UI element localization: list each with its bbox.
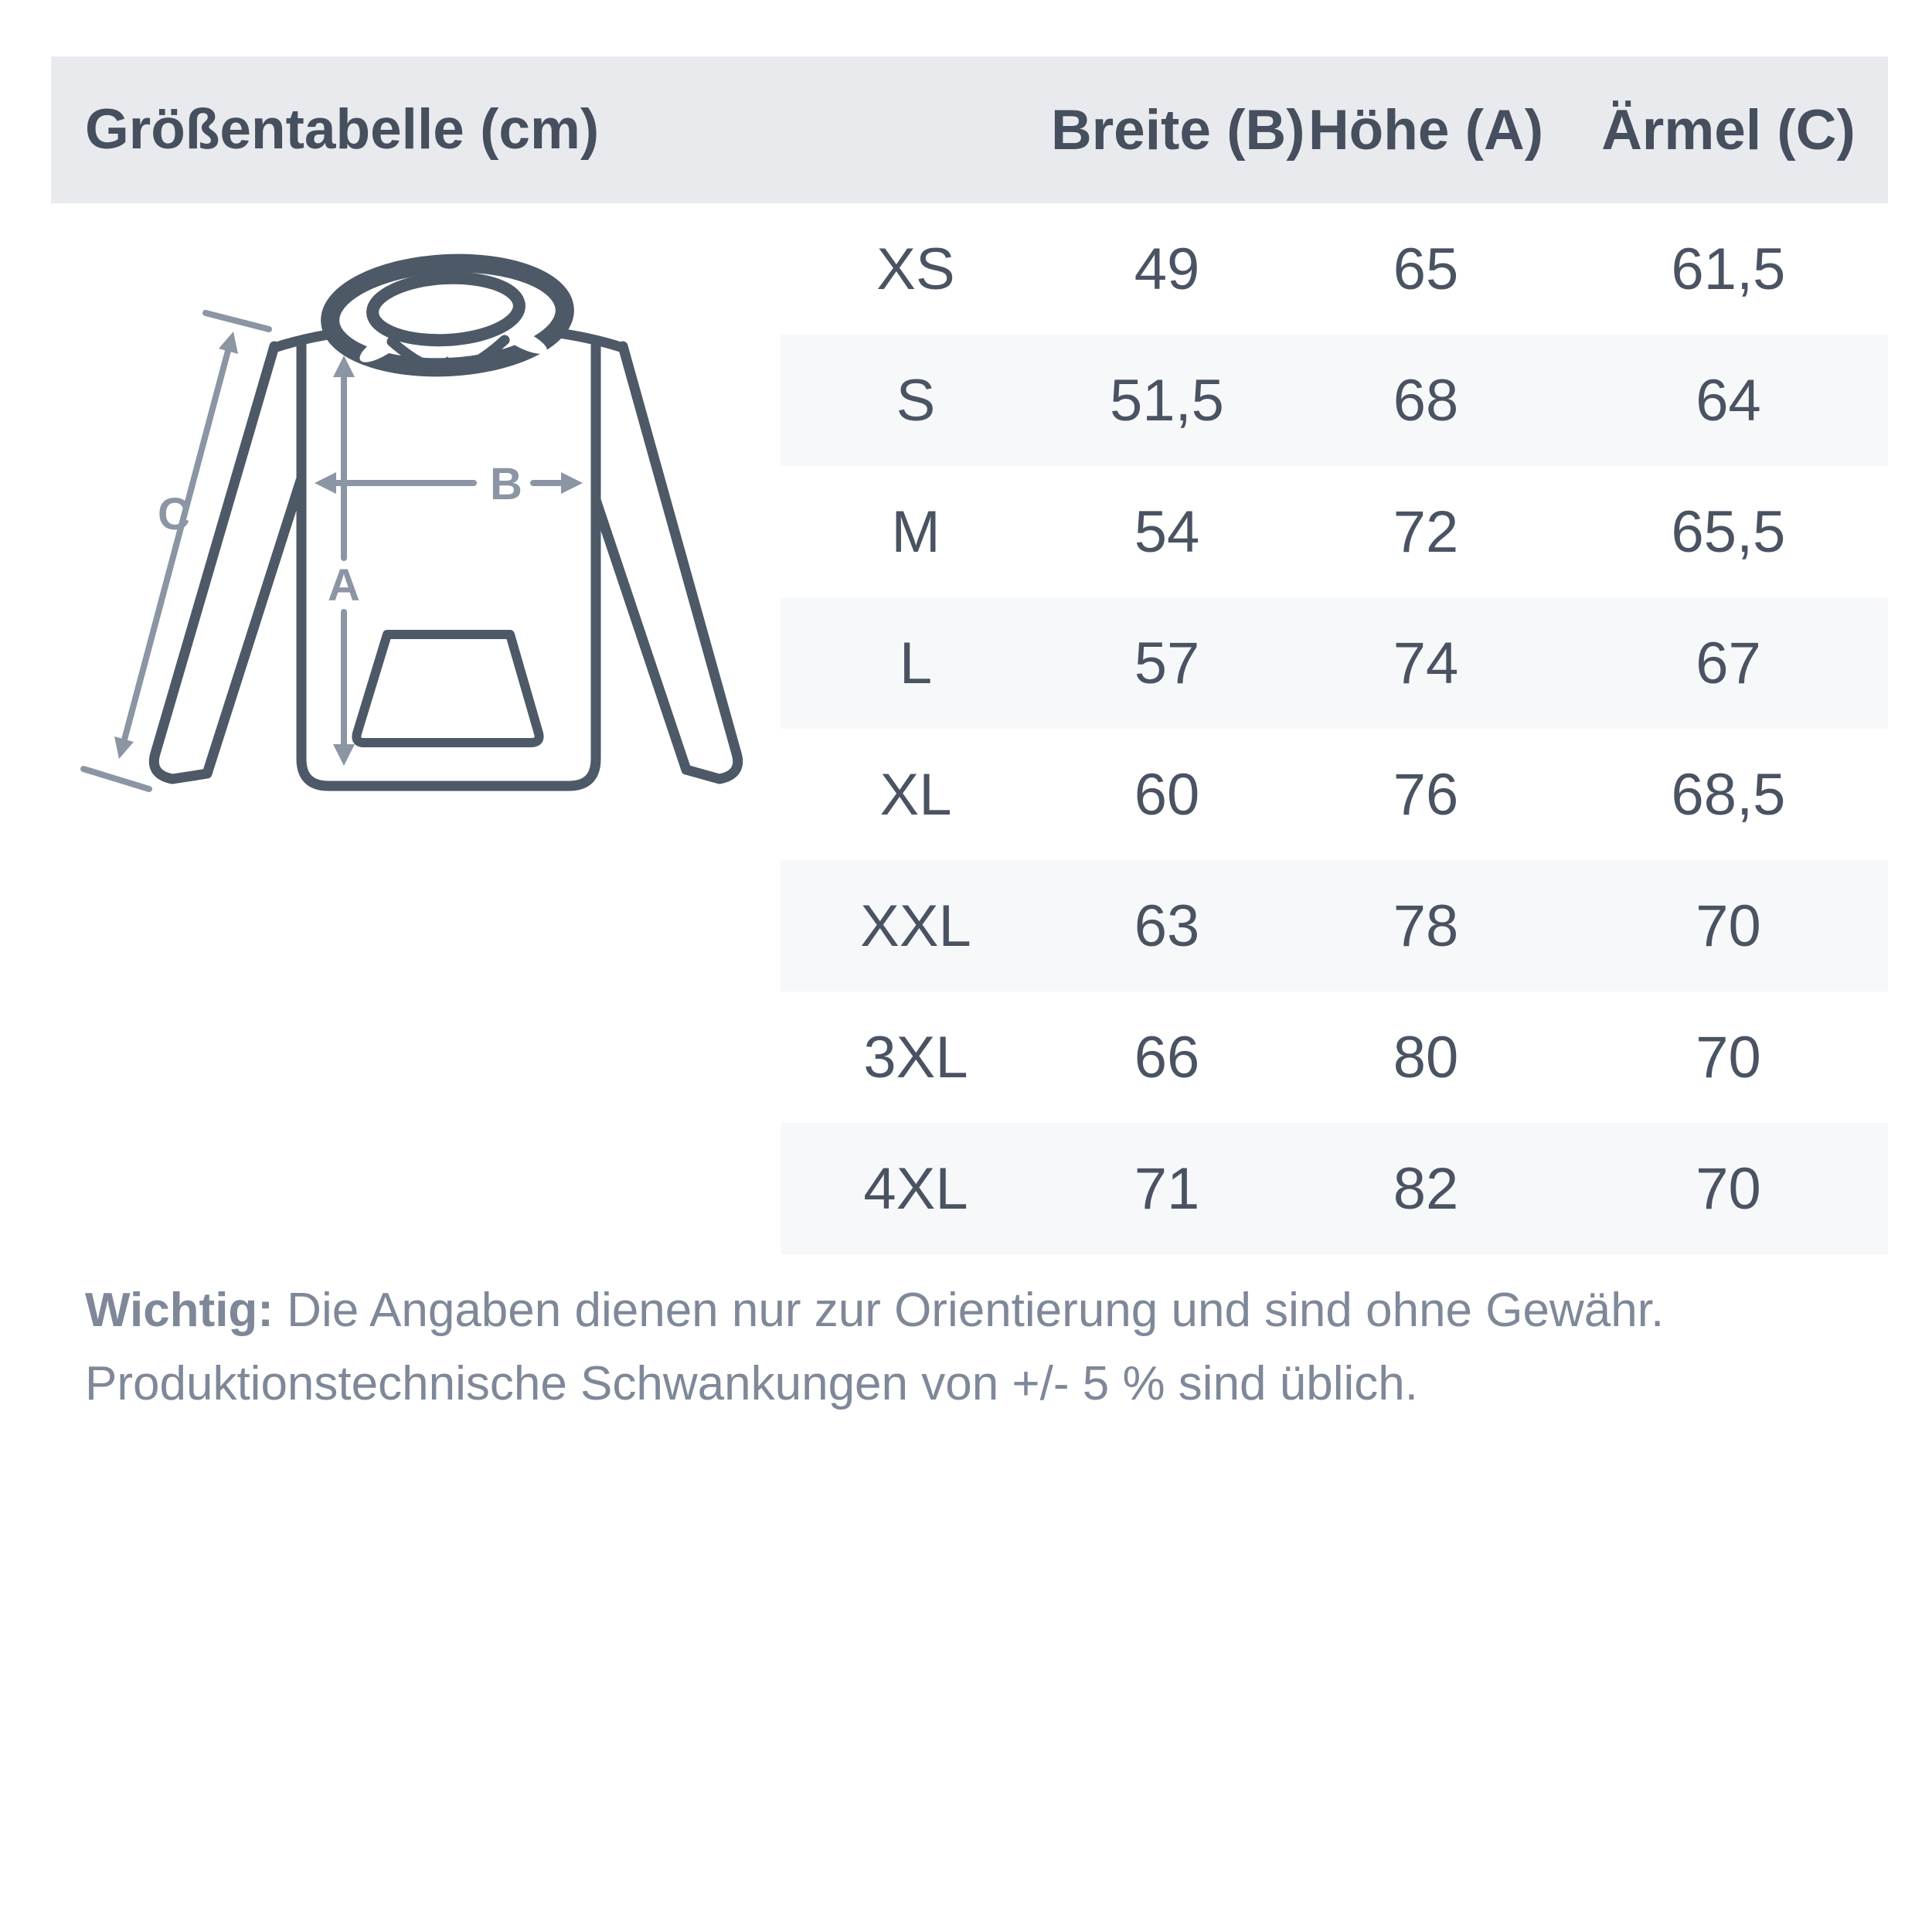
cell-breite: 66 (1134, 1024, 1200, 1090)
measure-c-label: C (158, 489, 190, 539)
cell-aermel: 65,5 (1671, 498, 1786, 565)
cell-aermel: 67 (1696, 630, 1761, 696)
cell-size: XS (876, 236, 955, 302)
page-title: Größentabelle (cm) (85, 98, 600, 161)
measure-c-arrowhead-up (219, 332, 238, 354)
cell-aermel: 70 (1696, 1155, 1761, 1222)
cell-breite: 49 (1134, 236, 1200, 302)
table-row (781, 992, 1888, 1123)
column-header-breite: Breite (B) (1051, 98, 1305, 162)
important-note (85, 1274, 1870, 1420)
column-header-aermel: Ärmel (C) (1601, 98, 1855, 162)
note-line1: Die Angaben dienen nur zur Orientierung und sind ohne Gewähr. (273, 1284, 1665, 1337)
cell-breite: 51,5 (1110, 367, 1224, 434)
cell-breite: 54 (1134, 498, 1200, 565)
cell-size: 4XL (863, 1155, 968, 1222)
hood-opening (371, 274, 521, 344)
hoodie-measurement-diagram (43, 155, 815, 1005)
cell-size: S (896, 367, 936, 434)
cell-breite: 63 (1134, 893, 1200, 959)
cell-aermel: 64 (1696, 367, 1761, 434)
cell-hoehe: 76 (1393, 761, 1459, 828)
cell-hoehe: 80 (1393, 1024, 1459, 1090)
hoodie-left-sleeve (154, 346, 306, 779)
hoodie-right-sleeve (594, 346, 738, 779)
cell-hoehe: 65 (1393, 236, 1459, 302)
measure-c-tick-bottom (83, 769, 149, 789)
table-row (781, 203, 1888, 335)
cell-hoehe: 82 (1393, 1155, 1459, 1222)
table-row (781, 1123, 1888, 1254)
cell-size: XXL (860, 893, 971, 959)
cell-hoehe: 68 (1393, 367, 1459, 434)
cell-breite: 71 (1134, 1155, 1200, 1222)
cell-aermel: 70 (1696, 1024, 1761, 1090)
cell-hoehe: 72 (1393, 498, 1459, 565)
measure-c-tick-top (206, 313, 269, 329)
cell-size: XL (879, 761, 952, 828)
cell-aermel: 70 (1696, 893, 1761, 959)
cell-hoehe: 74 (1393, 630, 1459, 696)
cell-size: M (891, 498, 940, 565)
note-lead: Wichtig: (85, 1284, 274, 1337)
cell-size: L (899, 630, 933, 696)
cell-hoehe: 78 (1393, 893, 1459, 959)
cell-breite: 57 (1134, 630, 1200, 696)
cell-size: 3XL (863, 1024, 968, 1090)
note-line2: Produktionstechnische Schwankungen von +/- 5 % sind üblich. (85, 1357, 1418, 1410)
measure-a-label: A (328, 560, 360, 611)
table-row (781, 466, 1888, 597)
cell-aermel: 68,5 (1671, 761, 1786, 828)
measure-c-arrowhead-down (114, 736, 134, 759)
table-row (781, 729, 1888, 860)
cell-aermel: 61,5 (1671, 236, 1786, 302)
size-table (781, 203, 1888, 1254)
table-row (781, 597, 1888, 729)
cell-breite: 60 (1134, 761, 1200, 828)
table-row (781, 860, 1888, 992)
measure-b-label: B (490, 459, 522, 509)
hoodie-pocket (356, 634, 539, 743)
table-row (781, 335, 1888, 466)
column-headers (781, 56, 1888, 203)
column-header-hoehe: Höhe (A) (1308, 98, 1544, 162)
